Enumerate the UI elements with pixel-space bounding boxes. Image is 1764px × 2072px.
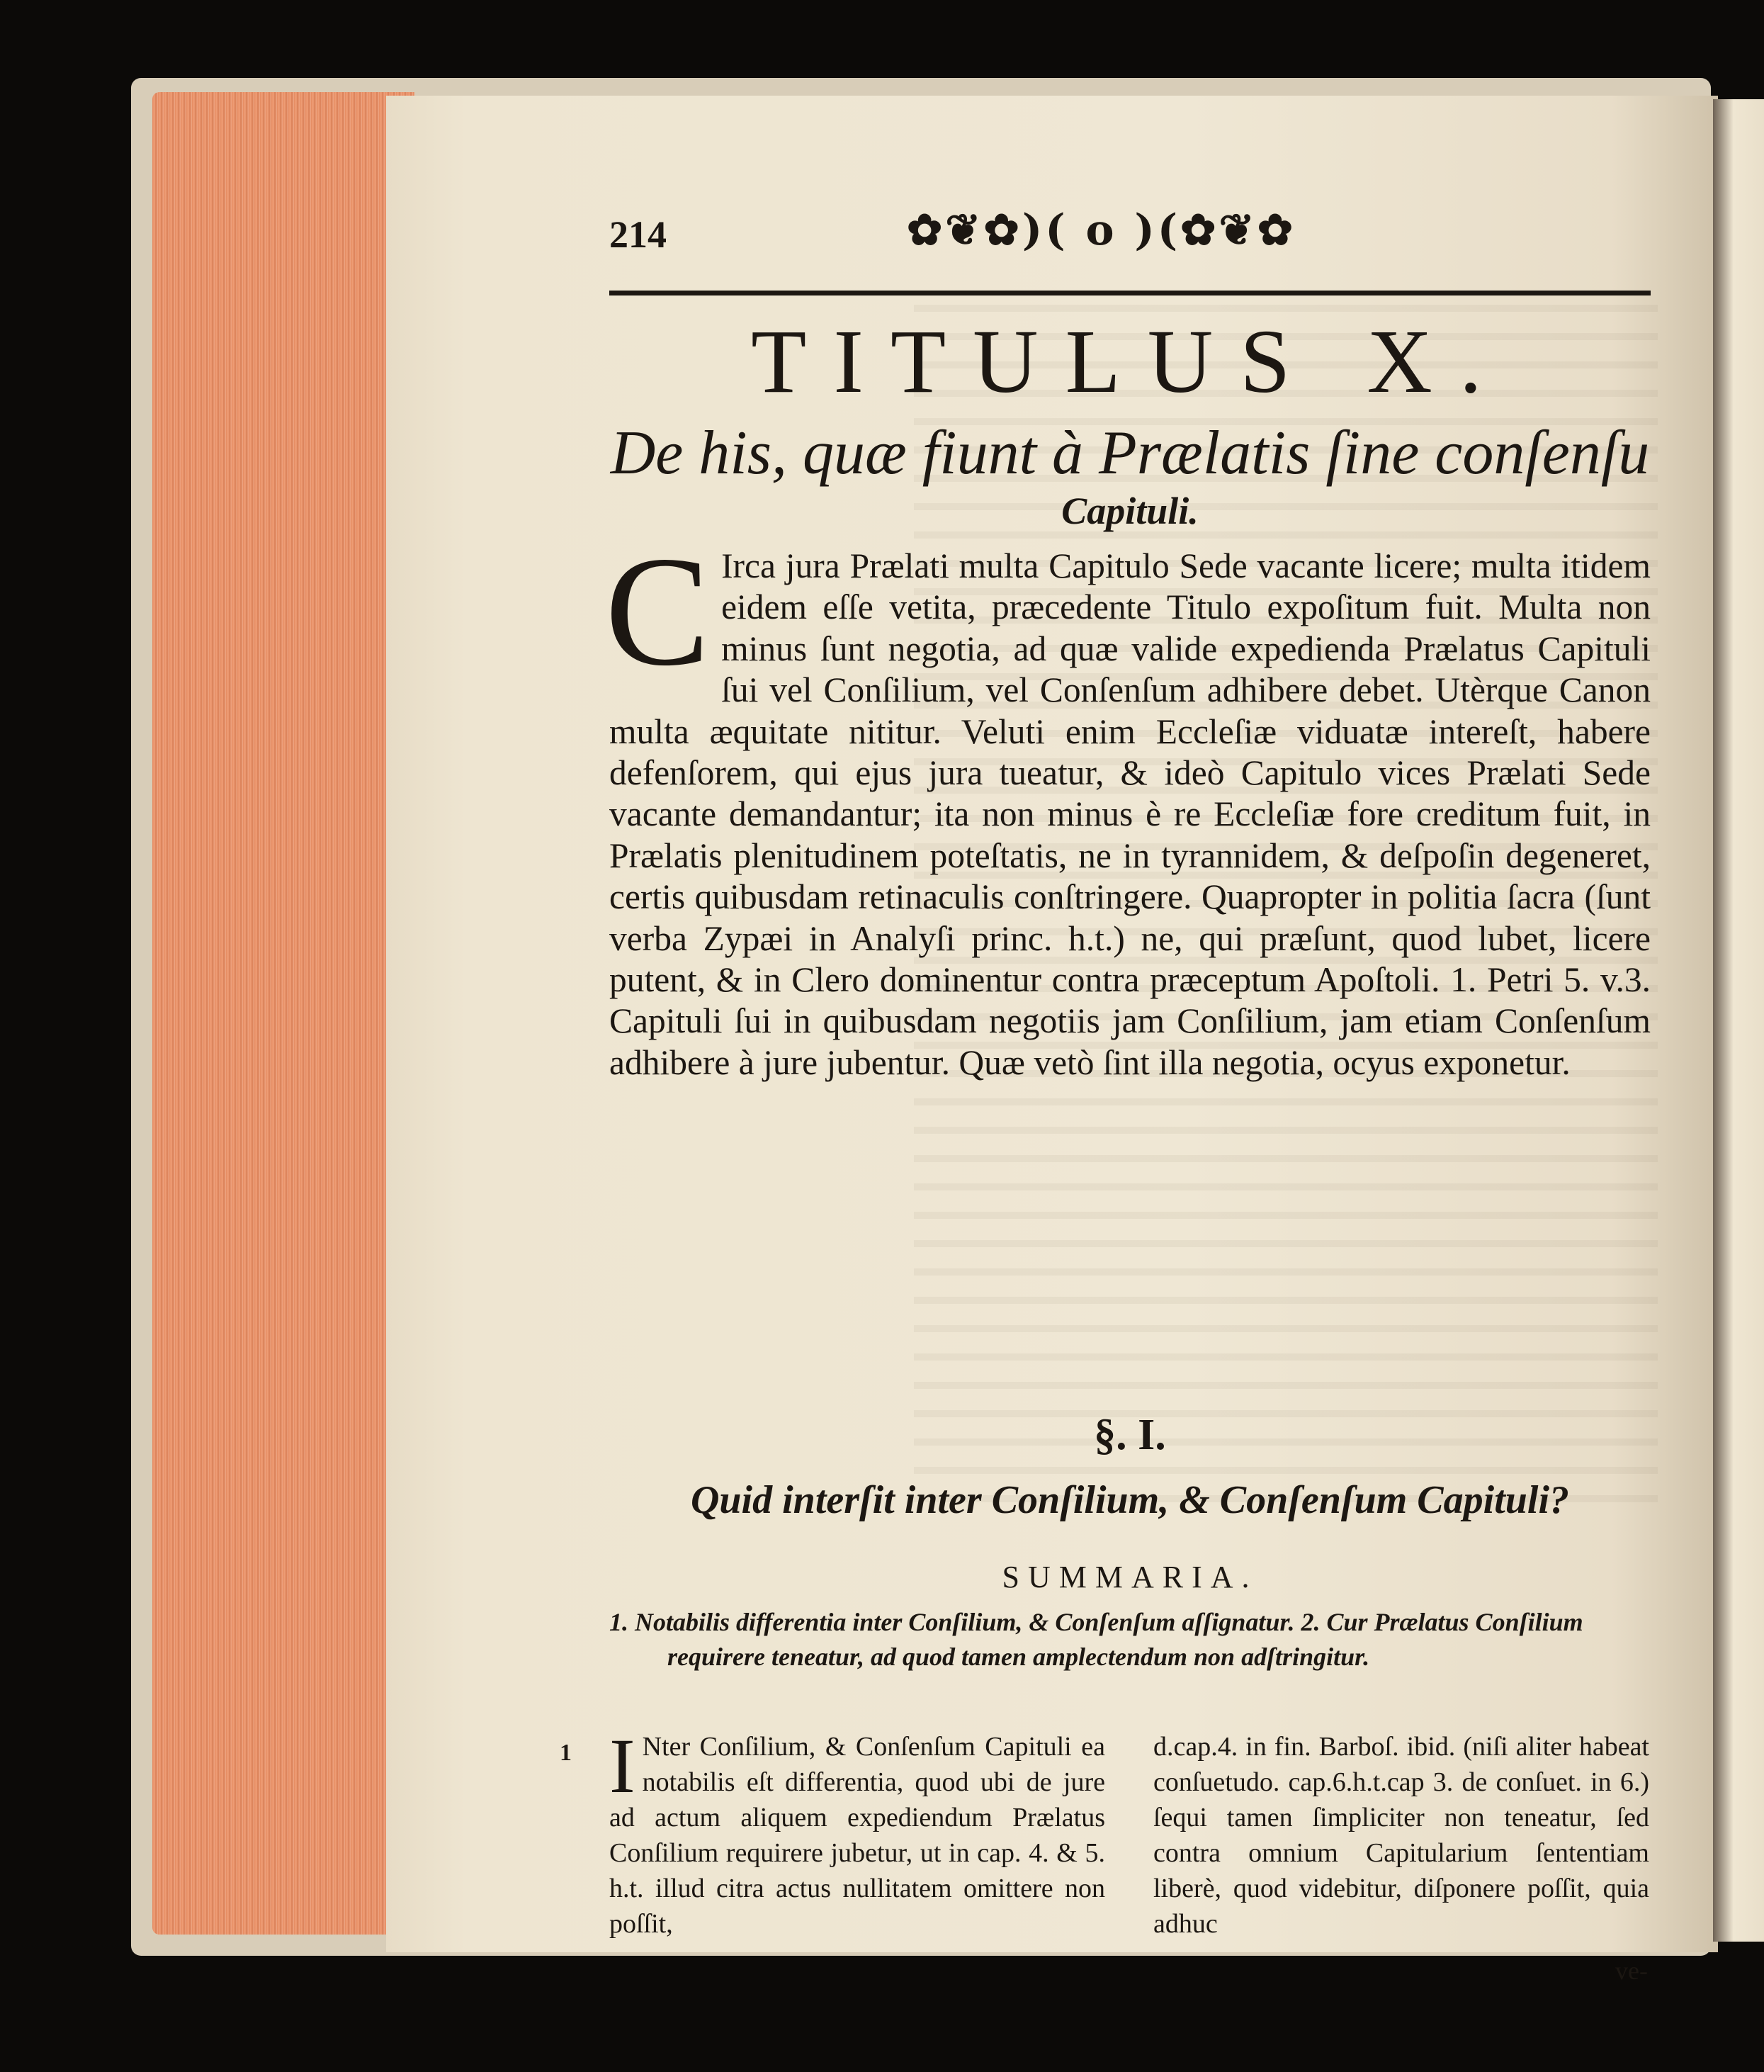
section-title: Quid interſit inter Conſilium, & Conſenſum Capituli? [690,1478,1570,1522]
title-subtitle-continuation: Capituli. [1061,490,1199,532]
summaria-entry: 1. Notabilis differentia inter Conſilium, & Conſenſum aſſignatur. 2. Cur Prælatus Conſilium requirere teneatur, ad quod tamen amplectendum non adſtringitur. [609,1608,1583,1671]
running-header [609,198,1651,262]
column-initial: I [609,1723,635,1809]
left-column-text: Nter Conſilium, & Conſenſum Capituli ea notabilis eſt differentia, quod ubi de jure ad actum aliquem expediendum Prælatus Conſilium requirere jubetur, ut in cap. 4. & 5. h.t. illud citra actus nullitatem omittere non poſſit, [609,1732,1105,1939]
right-column-text: d.cap.4. in fin. Barboſ. ibid. (niſi aliter habeat conſuetudo. cap.6.h.t.cap 3. de conſuet. in 6.) ſequi tamen ſimpliciter non teneatur, ſed contra omnium Capitularium ſententiam liberè, quod videbitur, diſponere poſſit, quia adhuc [1153,1732,1649,1939]
page-block-edges [152,92,414,1935]
header-rule [609,291,1651,295]
page-number: 214 [609,213,667,256]
right-page-edge [1713,99,1764,1942]
right-column [1153,1729,1649,1942]
summaria-heading: SUMMARIA. [1002,1560,1258,1594]
catchword: ve- [1615,1956,1648,1985]
page-title: TITULUS X. [751,311,1509,412]
summaria-text [609,1605,1651,1674]
body-paragraph [605,524,1651,1083]
left-column [609,1723,1105,1942]
margin-number: 1 [560,1740,572,1766]
section-mark: §. I. [1094,1411,1166,1459]
body-text: Irca jura Prælati multa Capitulo Sede vacante licere; multa itidem eidem eſſe vetita, præcedente Titulo expoſitum fuit. Multa non minus ſunt negotia, ad quæ valide expedienda Prælatus Capituli ſui vel Conſilium, vel Conſenſum adhibere debet. Utèrque Canon multa æquitate nititur. Veluti enim Eccleſiæ viduatæ intereſt, habere defenſorem, qui ejus jura tueatur, & ideò Capitulo vices Prælati Sede vacante demandantur; ita non minus è re Eccleſiæ fore creditum fuit, in Prælatis plenitudinem poteſtatis, ne in tyrannidem, & deſpoſin degeneret, certis quibusdam retinaculis conſtringere. Quapropter in politia ſacra (ſunt verba Zypæi in Analyſi princ. h.t.) ne, qui præſunt, quod lubet, licere putent, & in Clero dominentur contra præceptum Apoſtoli. 1. Petri 5. v.3. Capituli ſui in quibusdam negotiis jam Conſilium, jam etiam Conſenſum adhibere à jure jubentur. Quæ vetò ſint illa negotia, ocyus exponetur. [609,546,1651,1082]
drop-cap: C [605,524,711,699]
title-subtitle: De his, quæ fiunt à Prælatis ſine conſenſu [610,419,1650,488]
header-ornament: ✿❦✿)( o )(✿❦✿ [907,205,1296,255]
